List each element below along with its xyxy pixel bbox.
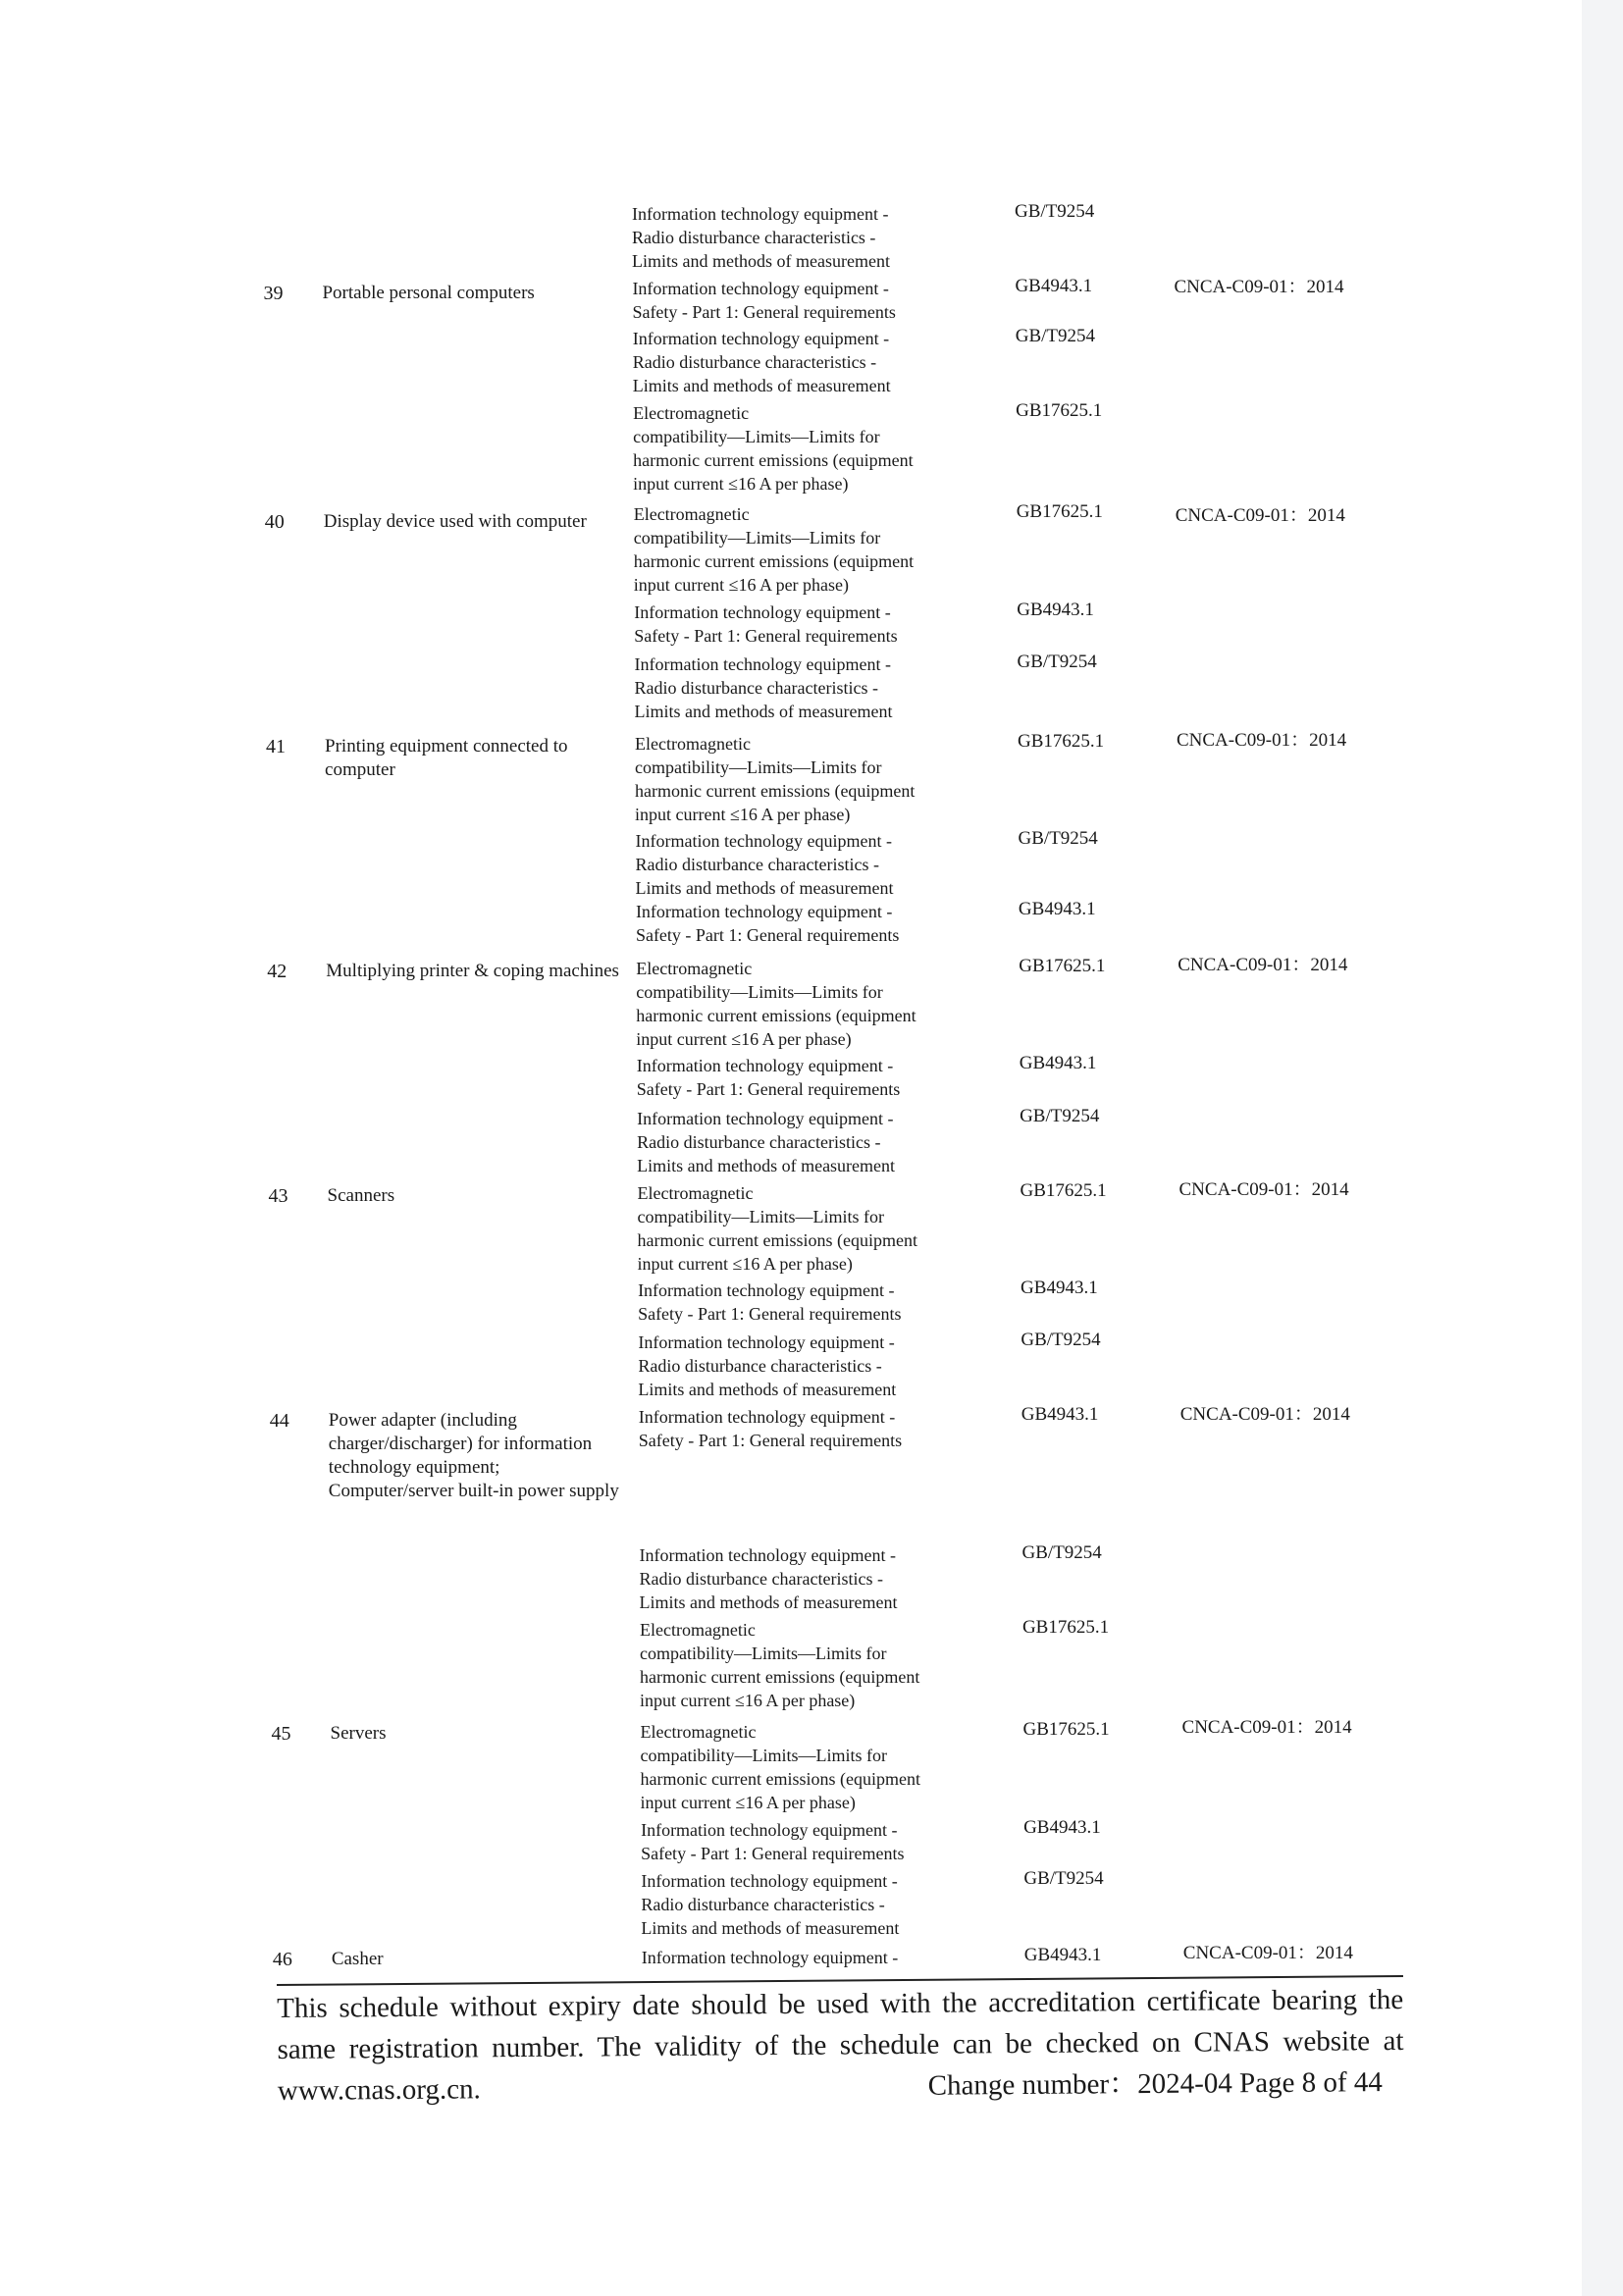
standard-title-line: Information technology equipment - [634, 602, 891, 622]
standard-title-line: Electromagnetic [639, 1620, 756, 1640]
standard-title-line: Information technology equipment - [632, 329, 890, 348]
standard-title-line: Information technology equipment - [632, 279, 889, 298]
standard-title-line: Electromagnetic [637, 1183, 754, 1203]
product-name: Servers [330, 1723, 387, 1744]
footer-change-info [928, 2061, 1404, 2107]
standard-title [632, 202, 890, 273]
standard-title [641, 1720, 920, 1814]
standard-title [637, 1054, 900, 1101]
standard-title-line: Limits and methods of measurement [641, 1918, 900, 1938]
standard-title-line: harmonic current emissions (equipment [633, 450, 914, 470]
standard-title-line: Limits and methods of measurement [635, 878, 894, 898]
standard-code: GB17625.1 [1019, 956, 1106, 976]
standard-title [638, 1181, 917, 1276]
standard-title [638, 1331, 896, 1401]
standard-title-line: Information technology equipment - [638, 1332, 895, 1352]
standard-title-line: Safety - Part 1: General requirements [636, 1079, 901, 1099]
standard-code: GB4943.1 [1015, 276, 1093, 296]
standard-title-line: input current ≤16 A per phase) [636, 1029, 852, 1049]
standard-title [637, 1107, 895, 1177]
row-number: 46 [272, 1949, 292, 1970]
product-name: Casher [331, 1949, 384, 1969]
standard-title [642, 1946, 898, 1969]
standard-title [634, 502, 914, 597]
standard-title-line: Information technology equipment - [634, 654, 891, 674]
standard-title [635, 652, 893, 723]
standard-title [636, 957, 916, 1051]
certification-rule: CNCA-C09-01：2014 [1178, 955, 1348, 975]
standard-title-line: Information technology equipment - [635, 831, 892, 851]
standard-title-line: input current ≤16 A per phase) [635, 805, 851, 824]
standard-title-line: Limits and methods of measurement [632, 251, 890, 271]
standard-title-line: Information technology equipment - [641, 1871, 898, 1891]
schedule-footer [277, 1975, 1404, 2112]
standard-title-line: Electromagnetic [636, 959, 753, 978]
standard-title [640, 1618, 919, 1712]
standard-title-line: Safety - Part 1: General requirements [632, 302, 896, 322]
standard-title-line: Electromagnetic [640, 1722, 757, 1742]
standard-title-line: Radio disturbance characteristics - [632, 228, 876, 247]
row-number: 40 [264, 511, 285, 533]
standard-title [641, 1869, 899, 1940]
standard-title-line: harmonic current emissions (equipment [633, 551, 915, 571]
standard-title-line: Limits and methods of measurement [638, 1380, 897, 1399]
standard-code: GB17625.1 [1022, 1719, 1110, 1740]
product-name: Scanners [327, 1185, 395, 1206]
row-number: 45 [271, 1723, 291, 1745]
standard-title-line: Electromagnetic [635, 734, 751, 754]
standard-title-line: Radio disturbance characteristics - [634, 678, 878, 698]
standard-title-line: Radio disturbance characteristics - [632, 352, 877, 372]
standard-title-line: harmonic current emissions (equipment [639, 1667, 920, 1687]
standard-title [641, 1818, 904, 1865]
scan-edge [1582, 0, 1623, 2296]
certification-rule: CNCA-C09-01：2014 [1178, 1179, 1349, 1200]
standard-code: GB4943.1 [1017, 600, 1094, 620]
row-number: 42 [267, 961, 288, 982]
standard-title-line: Safety - Part 1: General requirements [635, 925, 900, 945]
standard-code: GB/T9254 [1021, 1330, 1101, 1350]
footer-line-1: This schedule without expiry date should be used with the accreditation certificate bearing the [277, 1983, 1404, 2024]
standard-title-line: input current ≤16 A per phase) [639, 1691, 856, 1710]
certification-rule: CNCA-C09-01：2014 [1176, 730, 1347, 751]
standard-title-line: compatibility—Limits—Limits for [635, 757, 882, 777]
standard-title [632, 277, 895, 324]
standard-code: GB17625.1 [1020, 1180, 1107, 1201]
standard-title-line: harmonic current emissions (equipment [636, 1006, 916, 1025]
standard-title-line: Information technology equipment - [638, 1407, 896, 1427]
standard-title-line: Limits and methods of measurement [632, 376, 891, 395]
standard-title-line: Safety - Part 1: General requirements [634, 626, 898, 646]
standard-code: GB/T9254 [1015, 326, 1095, 346]
page-indicator: Page 8 of 44 [1238, 2066, 1383, 2100]
row-number: 41 [266, 736, 287, 757]
standard-title [634, 600, 897, 648]
standard-code: GB/T9254 [1015, 201, 1095, 222]
standard-title [635, 732, 915, 826]
standard-code: GB/T9254 [1017, 652, 1097, 672]
product-name: Power adapter (including charger/discharger) for information technology equipment; Computer/server built-in power supply [328, 1410, 619, 1501]
standard-title-line: Electromagnetic [633, 504, 750, 524]
standard-title [639, 1405, 902, 1452]
standard-title-line: Radio disturbance characteristics - [641, 1895, 885, 1914]
standard-title-line: input current ≤16 A per phase) [640, 1793, 856, 1812]
standard-title-line: Safety - Part 1: General requirements [638, 1304, 902, 1324]
product-name: Display device used with computer [323, 511, 587, 532]
standard-title [636, 829, 894, 900]
standard-title [636, 900, 899, 947]
standard-title-line: Information technology equipment - [635, 902, 893, 921]
standard-code: GB4943.1 [1021, 1278, 1098, 1298]
standard-title-line: input current ≤16 A per phase) [633, 575, 850, 595]
certification-rule: CNCA-C09-01：2014 [1182, 1943, 1353, 1963]
standard-code: GB/T9254 [1020, 1106, 1100, 1126]
footer-line-3 [278, 2061, 1404, 2112]
standard-title-line: Radio disturbance characteristics - [635, 855, 879, 874]
standard-code: GB/T9254 [1018, 828, 1098, 849]
standard-title-line: input current ≤16 A per phase) [637, 1254, 853, 1274]
standard-title-line: compatibility—Limits—Limits for [637, 1207, 884, 1226]
standard-title-line: Information technology equipment - [637, 1109, 894, 1128]
standard-code: GB4943.1 [1021, 1404, 1099, 1425]
standard-title-line: Limits and methods of measurement [637, 1156, 896, 1175]
standard-title-line: input current ≤16 A per phase) [633, 474, 849, 494]
standard-code: GB4943.1 [1023, 1817, 1101, 1838]
certification-rule: CNCA-C09-01：2014 [1174, 277, 1344, 297]
standard-title-line: Information technology equipment - [639, 1545, 896, 1565]
standard-title-line: Radio disturbance characteristics - [638, 1356, 882, 1376]
footer-url: www.cnas.org.cn. [277, 2073, 481, 2107]
change-number: 2024-04 [1137, 2067, 1232, 2101]
row-number: 44 [269, 1410, 289, 1432]
standard-title-line: Information technology equipment - [636, 1056, 894, 1075]
standard-title-line: Safety - Part 1: General requirements [641, 1844, 905, 1863]
standard-title [633, 401, 913, 496]
product-name: Printing equipment connected to computer [325, 736, 568, 780]
row-number: 43 [268, 1185, 288, 1207]
standard-title-line: harmonic current emissions (equipment [635, 781, 916, 801]
product-name: Multiplying printer & coping machines [326, 961, 619, 981]
standard-title-line: Information technology equipment - [632, 204, 889, 224]
footer-line-2: same registration number. The validity of the schedule can be checked on CNAS website at [277, 2024, 1404, 2065]
standard-title-line: Limits and methods of measurement [639, 1592, 898, 1612]
standard-code: GB17625.1 [1016, 400, 1103, 421]
standard-code: GB/T9254 [1023, 1868, 1104, 1889]
standard-title-line: Radio disturbance characteristics - [639, 1569, 883, 1589]
standard-title-line: Information technology equipment - [638, 1280, 895, 1300]
standard-title-line: harmonic current emissions (equipment [637, 1230, 917, 1250]
standard-code: GB4943.1 [1018, 899, 1096, 919]
certification-rule: CNCA-C09-01：2014 [1175, 505, 1345, 526]
standard-code: GB17625.1 [1021, 1617, 1110, 1638]
product-name: Portable personal computers [322, 283, 535, 303]
change-label: Change number： [927, 2068, 1138, 2102]
standard-code: GB17625.1 [1016, 501, 1103, 522]
certification-rule: CNCA-C09-01：2014 [1181, 1717, 1352, 1738]
row-number: 39 [263, 283, 284, 304]
standard-title-line: compatibility—Limits—Limits for [639, 1644, 887, 1663]
standard-code: GB4943.1 [1023, 1945, 1102, 1965]
standard-title [640, 1543, 898, 1614]
standard-title-line: compatibility—Limits—Limits for [636, 982, 883, 1002]
standard-title-line: compatibility—Limits—Limits for [633, 427, 880, 446]
standard-title [633, 327, 891, 397]
standard-title-line: Safety - Part 1: General requirements [638, 1431, 903, 1450]
standard-title-line: harmonic current emissions (equipment [640, 1769, 920, 1789]
standard-title-line: Radio disturbance characteristics - [637, 1132, 881, 1152]
standard-code: GB/T9254 [1021, 1542, 1102, 1563]
standard-title-line: compatibility—Limits—Limits for [640, 1746, 888, 1765]
standard-title [638, 1278, 901, 1326]
standard-title-line: Information technology equipment - [641, 1948, 899, 1967]
standard-code: GB4943.1 [1019, 1053, 1097, 1073]
standard-title-line: Electromagnetic [633, 403, 750, 423]
certification-rule: CNCA-C09-01：2014 [1179, 1404, 1350, 1425]
standard-code: GB17625.1 [1017, 731, 1105, 752]
standard-title-line: Information technology equipment - [641, 1820, 898, 1840]
standard-title-line: Limits and methods of measurement [634, 702, 893, 721]
standard-title-line: compatibility—Limits—Limits for [633, 528, 881, 548]
